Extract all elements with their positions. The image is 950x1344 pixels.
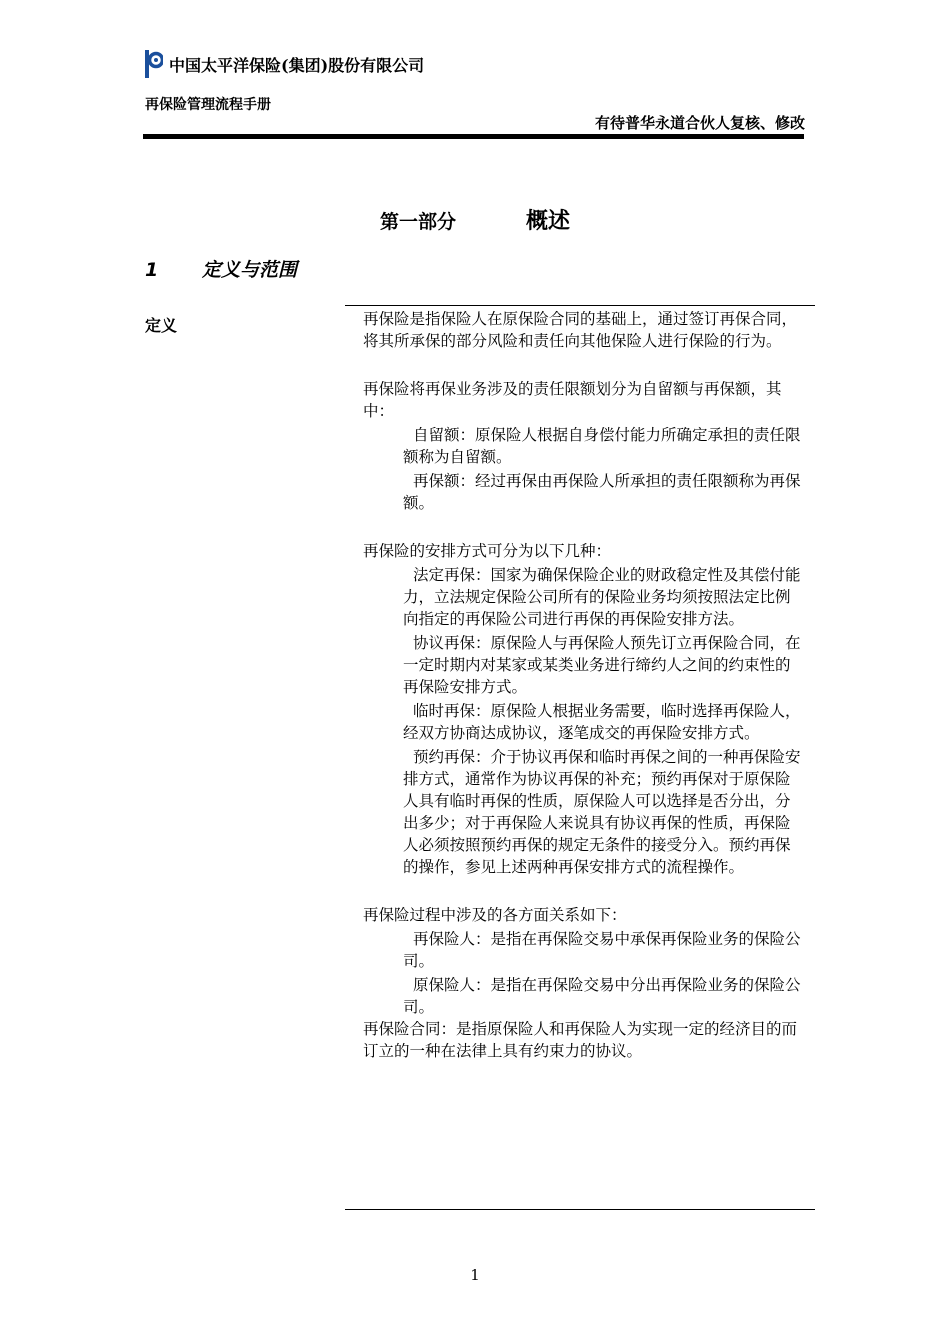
section-number: 1: [145, 259, 159, 281]
paragraph-contract: 再保险合同：是指原保险人和再保险人为实现一定的经济目的而订立的一种在法律上具有约束力的协议。: [363, 1020, 798, 1060]
company-logo: [145, 50, 424, 78]
content-bottom-rule: [345, 1209, 815, 1210]
list-item: 法定再保：国家为确保保险企业的财政稳定性及其偿付能力，立法规定保险公司所有的保险业务均须按照法定比例向指定的再保险公司进行再保的再保险安排方法。: [403, 566, 801, 628]
list-item: 再保险人：是指在再保险交易中承保再保险业务的保险公司。: [403, 930, 801, 970]
list-item: 协议再保：原保险人与再保险人预先订立再保险合同，在一定时期内对某家或某类业务进行缔约人之间的约束性的再保险安排方式。: [403, 634, 801, 696]
part-heading: [0, 204, 950, 235]
definition-body: [363, 308, 805, 1062]
section-title: 定义与范围: [202, 259, 298, 281]
paragraph-limits: 再保险将再保业务涉及的责任限额划分为自留额与再保额，其中：: [363, 380, 782, 420]
section-heading: [145, 255, 297, 282]
list-item: 预约再保：介于协议再保和临时再保之间的一种再保险安排方式，通常作为协议再保的补充；预约再保对于原保险人具有临时再保的性质，原保险人可以选择是否分出，分出多少；对于再保险人来说具有协议再保的性质，再保险人必须按照预约再保的规定无条件的接受分入。预约再保的操作，参见上述两种再保安排方式的流程操作。: [403, 748, 801, 876]
paragraph-arrangements: 再保险的安排方式可分为以下几种：: [363, 542, 612, 560]
manual-title: 再保险管理流程手册: [145, 97, 271, 113]
company-name: 中国太平洋保险(集团)股份有限公司: [169, 55, 425, 75]
part-name: 概述: [526, 209, 571, 234]
list-item: 自留额：原保险人根据自身偿付能力所确定承担的责任限额称为自留额。: [403, 426, 801, 466]
list-item: 原保险人：是指在再保险交易中分出再保险业务的保险公司。: [403, 976, 801, 1016]
paragraph-parties: 再保险过程中涉及的各方面关系如下：: [363, 906, 627, 924]
side-label-definition: 定义: [145, 316, 178, 335]
page-number: 1: [470, 1266, 480, 1284]
cpic-logo-icon: [145, 50, 163, 78]
review-note: 有待普华永道合伙人复核、修改: [594, 114, 805, 132]
list-item: 再保额：经过再保由再保险人所承担的责任限额称为再保额。: [403, 472, 801, 512]
content-top-rule: [345, 305, 815, 306]
part-number: 第一部分: [379, 211, 456, 233]
paragraph-definition: 再保险是指保险人在原保险合同的基础上，通过签订再保合同，将其所承保的部分风险和责任向其他保险人进行保险的行为。: [363, 310, 798, 350]
list-item: 临时再保：原保险人根据业务需要，临时选择再保险人，经双方协商达成协议，逐笔成交的再保险安排方式。: [403, 702, 801, 742]
header-divider: [143, 134, 804, 139]
